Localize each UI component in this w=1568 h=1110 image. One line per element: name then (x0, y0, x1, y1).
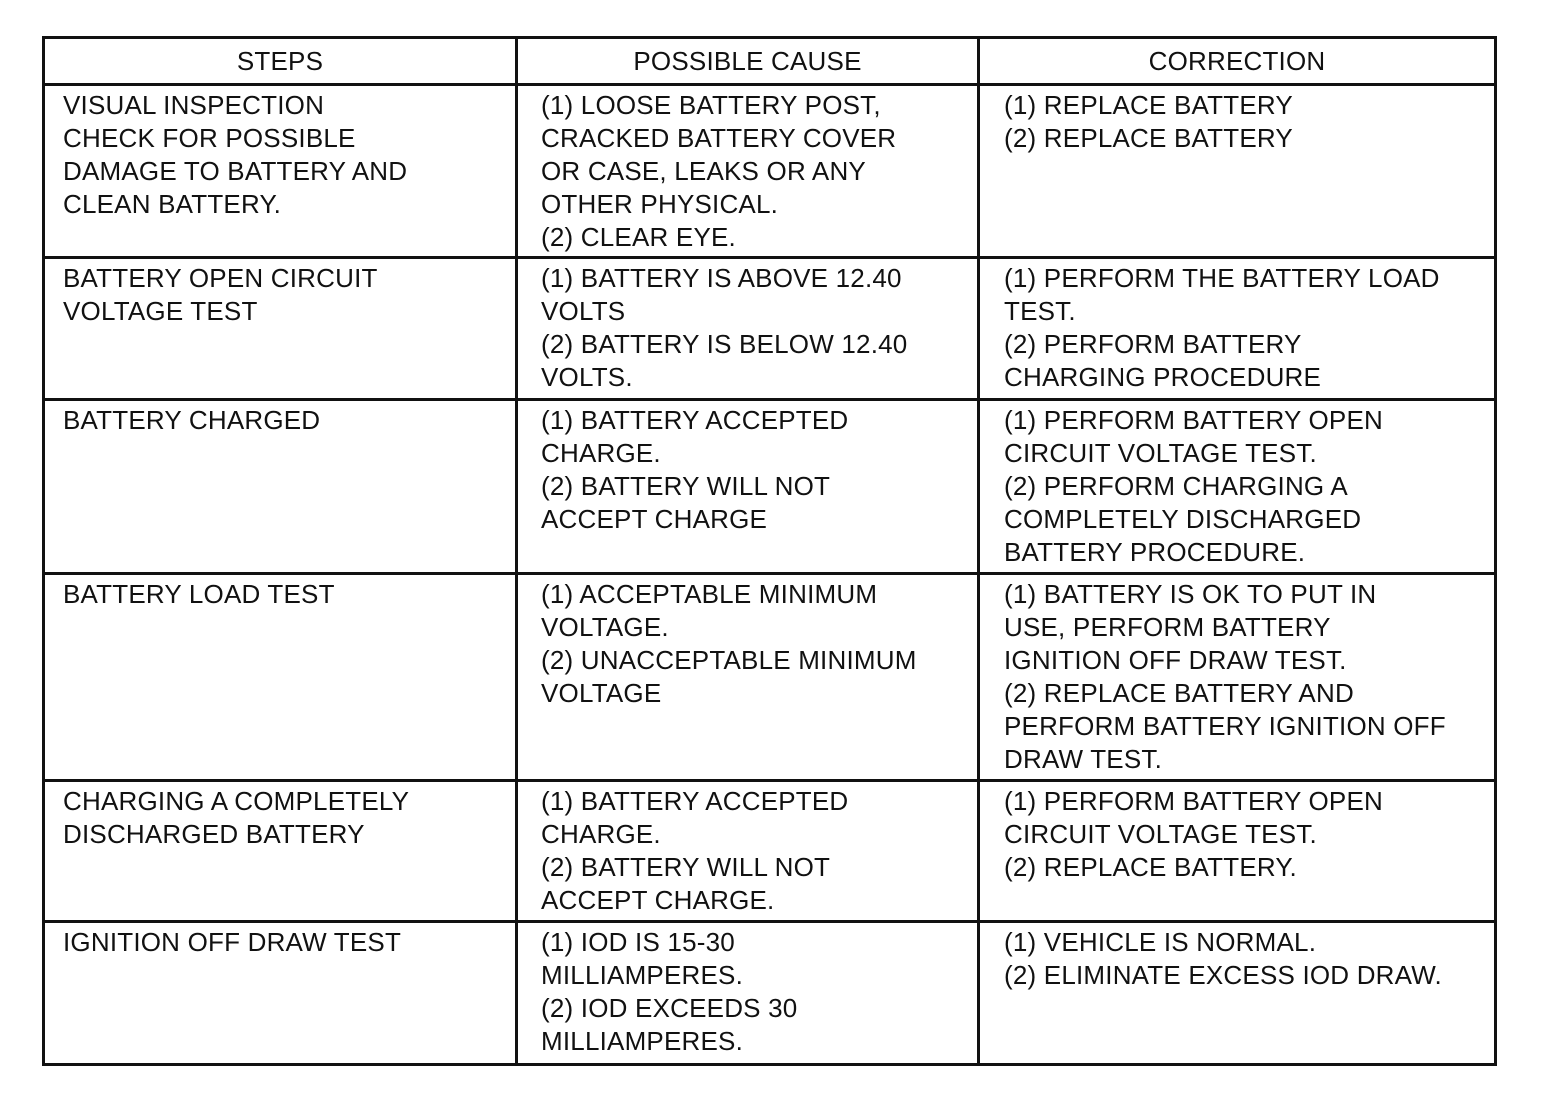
cell-text-line: MILLIAMPERES. (541, 960, 743, 990)
cell-text-line: (2) IOD EXCEEDS 30 (541, 993, 798, 1023)
cell-text-line: (1) PERFORM BATTERY OPEN (1004, 405, 1383, 435)
steps-cell (44, 400, 517, 574)
cell-text-line: CHARGING PROCEDURE (1004, 362, 1322, 392)
cell-text-line: CIRCUIT VOLTAGE TEST. (1004, 438, 1317, 468)
cell-text-line: VISUAL INSPECTION (63, 90, 325, 120)
correction-cell (979, 85, 1496, 258)
cell-text-line: (1) VEHICLE IS NORMAL. (1004, 927, 1317, 957)
correction-cell (979, 258, 1496, 400)
cell-text-line: (1) REPLACE BATTERY (1004, 90, 1293, 120)
header-possible-cause: POSSIBLE CAUSE (517, 38, 979, 85)
table-row (44, 574, 1496, 781)
cell-text-line: (1) PERFORM THE BATTERY LOAD (1004, 263, 1440, 293)
cell-text-line: CLEAN BATTERY. (63, 189, 282, 219)
possible-cause-cell (517, 781, 979, 922)
cell-text-line: BATTERY LOAD TEST (63, 579, 335, 609)
correction-cell (979, 574, 1496, 781)
cell-text-line: VOLTAGE (541, 678, 662, 708)
cell-text-line: (2) PERFORM CHARGING A (1004, 471, 1348, 501)
table-row (44, 922, 1496, 1065)
cell-text-line: CHARGE. (541, 819, 661, 849)
cell-text-line: (2) BATTERY IS BELOW 12.40 (541, 329, 908, 359)
cell-text-line: CHARGING A COMPLETELY (63, 786, 410, 816)
cell-text-line: CRACKED BATTERY COVER (541, 123, 897, 153)
steps-cell (44, 574, 517, 781)
steps-cell (44, 781, 517, 922)
cell-text-line: (1) IOD IS 15-30 (541, 927, 735, 957)
cell-text-line: VOLTS (541, 296, 626, 326)
cell-text-line: DAMAGE TO BATTERY AND (63, 156, 408, 186)
cell-text-line: DISCHARGED BATTERY (63, 819, 365, 849)
cell-text-line: DRAW TEST. (1004, 744, 1163, 774)
cell-text-line: (2) CLEAR EYE. (541, 222, 736, 252)
steps-cell (44, 922, 517, 1065)
cell-text-line: (2) PERFORM BATTERY (1004, 329, 1302, 359)
table-body (44, 85, 1496, 1065)
table-row (44, 400, 1496, 574)
cell-text-line: CHARGE. (541, 438, 661, 468)
possible-cause-cell (517, 400, 979, 574)
cell-text-line: MILLIAMPERES. (541, 1026, 743, 1056)
possible-cause-cell (517, 922, 979, 1065)
cell-text-line: (1) ACCEPTABLE MINIMUM (541, 579, 878, 609)
cell-text-line: (2) REPLACE BATTERY. (1004, 852, 1297, 882)
possible-cause-cell (517, 258, 979, 400)
cell-text-line: VOLTAGE. (541, 612, 669, 642)
cell-text-line: OR CASE, LEAKS OR ANY (541, 156, 866, 186)
cell-text-line: (1) BATTERY ACCEPTED (541, 405, 849, 435)
table-row (44, 258, 1496, 400)
cell-text-line: (2) BATTERY WILL NOT (541, 852, 831, 882)
cell-text-line: IGNITION OFF DRAW TEST (63, 927, 402, 957)
battery-diagnosis-table (42, 36, 1494, 1060)
cell-text-line: (2) REPLACE BATTERY (1004, 123, 1293, 153)
possible-cause-cell (517, 85, 979, 258)
cell-text-line: TEST. (1004, 296, 1076, 326)
table-row (44, 85, 1496, 258)
table-row (44, 781, 1496, 922)
cell-text-line: IGNITION OFF DRAW TEST. (1004, 645, 1347, 675)
cell-text-line: PERFORM BATTERY IGNITION OFF (1004, 711, 1446, 741)
cell-text-line: CIRCUIT VOLTAGE TEST. (1004, 819, 1317, 849)
cell-text-line: OTHER PHYSICAL. (541, 189, 779, 219)
correction-cell (979, 922, 1496, 1065)
possible-cause-cell (517, 574, 979, 781)
cell-text-line: (1) BATTERY IS OK TO PUT IN (1004, 579, 1377, 609)
steps-cell (44, 258, 517, 400)
cell-text-line: COMPLETELY DISCHARGED (1004, 504, 1362, 534)
cell-text-line: (1) BATTERY ACCEPTED (541, 786, 849, 816)
cell-text-line: USE, PERFORM BATTERY (1004, 612, 1331, 642)
cell-text-line: (2) BATTERY WILL NOT (541, 471, 831, 501)
cell-text-line: ACCEPT CHARGE. (541, 885, 775, 915)
cell-text-line: (1) LOOSE BATTERY POST, (541, 90, 881, 120)
cell-text-line: (2) ELIMINATE EXCESS IOD DRAW. (1004, 960, 1442, 990)
steps-cell (44, 85, 517, 258)
header-steps: STEPS (44, 38, 517, 85)
cell-text-line: VOLTS. (541, 362, 633, 392)
cell-text-line: ACCEPT CHARGE (541, 504, 768, 534)
cell-text-line: BATTERY PROCEDURE. (1004, 537, 1306, 567)
cell-text-line: (2) REPLACE BATTERY AND (1004, 678, 1354, 708)
header-row (44, 38, 1496, 85)
cell-text-line: (1) PERFORM BATTERY OPEN (1004, 786, 1383, 816)
header-correction: CORRECTION (979, 38, 1496, 85)
diagnosis-table (42, 36, 1497, 1066)
cell-text-line: (1) BATTERY IS ABOVE 12.40 (541, 263, 902, 293)
correction-cell (979, 781, 1496, 922)
cell-text-line: (2) UNACCEPTABLE MINIMUM (541, 645, 917, 675)
cell-text-line: CHECK FOR POSSIBLE (63, 123, 356, 153)
cell-text-line: VOLTAGE TEST (63, 296, 258, 326)
cell-text-line: BATTERY OPEN CIRCUIT (63, 263, 378, 293)
cell-text-line: BATTERY CHARGED (63, 405, 321, 435)
correction-cell (979, 400, 1496, 574)
